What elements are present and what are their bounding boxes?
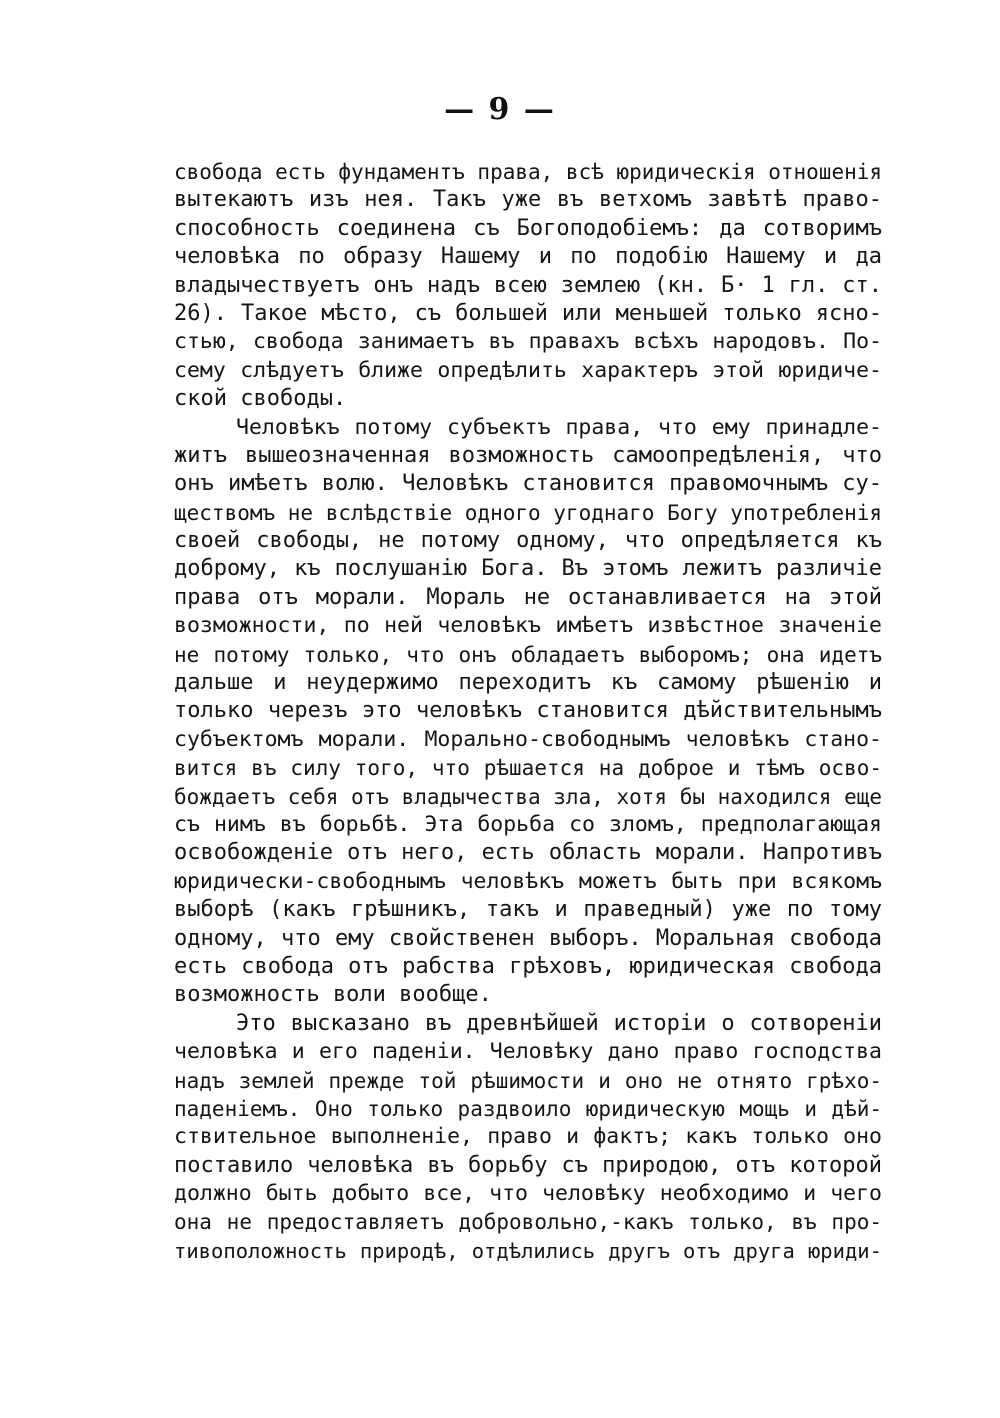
- text-line: надъ землей прежде той рѣшимости и оно не отнято грѣхо-: [174, 1068, 882, 1093]
- text-line: сему слѣдуетъ ближе опредѣлить характеръ этой юридиче-: [174, 357, 882, 383]
- text-line: возможности, по ней человѣкъ имѣетъ извѣстное значеніе: [174, 613, 882, 639]
- text-line: 26). Такое мѣсто, съ большей или меньшей только ясно-: [174, 300, 882, 326]
- text-line: она не предоставляетъ добровольно,-какъ только, въ про-: [174, 1210, 882, 1235]
- text-line: Это высказано въ древнѣйшей исторіи о сотвореніи: [236, 1010, 882, 1036]
- text-line: съ нимъ въ борьбѣ. Эта борьба со зломъ, предполагающая: [174, 811, 882, 837]
- paragraph-2: [174, 414, 882, 1010]
- text-line: должно быть добыто все, что человѣку необходимо и чего: [174, 1181, 882, 1207]
- text-line: человѣка по образу Нашему и по подобію Нашему и да: [174, 244, 882, 270]
- text-line: освобожденіе отъ него, есть область морали. Напротивъ: [174, 840, 882, 866]
- text-line: паденіемъ. Оно только раздвоило юридическую мощь и дѣй-: [174, 1096, 882, 1121]
- text-line: способность соединена съ Богоподобіемъ: да сотворимъ: [174, 215, 882, 241]
- text-line: тивоположность природѣ, отдѣлились другъ отъ друга юриди-: [174, 1238, 882, 1263]
- text-line: житъ вышеозначенная возможность самоопредѣленія, что: [174, 442, 882, 468]
- text-line: Человѣкъ потому субъектъ права, что ему принадле-: [236, 414, 882, 440]
- text-line: человѣка и его паденіи. Человѣку дано право господства: [174, 1039, 882, 1065]
- text-line: доброму, къ послушанію Бога. Въ этомъ лежитъ различіе: [174, 556, 882, 582]
- text-line: владычествуетъ онъ надъ всею землею (кн. Б· 1 гл. ст.: [174, 272, 882, 298]
- text-line: только черезъ это человѣкъ становится дѣйствительнымъ: [174, 698, 882, 724]
- text-line: стью, свобода занимаетъ въ правахъ всѣхъ народовъ. По-: [174, 329, 882, 355]
- text-line: юридически-свободнымъ человѣкъ можетъ быть при всякомъ: [174, 868, 882, 894]
- text-line: выборѣ (какъ грѣшникъ, такъ и праведный) уже по тому: [174, 897, 882, 923]
- text-line: вытекаютъ изъ нея. Такъ уже въ ветхомъ завѣтѣ право-: [174, 187, 882, 213]
- paragraph-3: [174, 1010, 882, 1266]
- page-number: — 9 —: [444, 92, 556, 127]
- text-line: есть свобода отъ рабства грѣховъ, юридическая свобода: [174, 953, 882, 979]
- text-line: вится въ силу того, что рѣшается на доброе и тѣмъ осво-: [174, 756, 882, 781]
- text-line: не потому только, что онъ обладаетъ выборомъ; она идетъ: [174, 642, 882, 667]
- text-line: бождаетъ себя отъ владычества зла, хотя бы находился еще: [174, 784, 882, 809]
- text-line: дальше и неудержимо переходитъ къ самому рѣшенію и: [174, 670, 882, 696]
- text-line: права отъ морали. Мораль не останавливается на этой: [174, 584, 882, 610]
- text-line: ществомъ не вслѣдствіе одного угоднаго Богу употребленія: [174, 500, 882, 525]
- text-line: поставило человѣка въ борьбу съ природою, отъ которой: [174, 1152, 882, 1178]
- text-line: ской свободы.: [174, 386, 347, 412]
- text-line: свобода есть фундаментъ права, всѣ юридическія отношенія: [174, 160, 882, 184]
- text-line: ствительное выполненіе, право и фактъ; какъ только оно: [174, 1124, 882, 1150]
- text-line: своей свободы, не потому одному, что опредѣляется къ: [174, 528, 882, 554]
- text-line: одному, что ему свойственен выборъ. Моральная свобода: [174, 925, 882, 951]
- text-line: возможность воли вообще.: [174, 982, 492, 1008]
- body-text: [174, 158, 882, 1265]
- paragraph-1: [174, 158, 882, 414]
- text-line: онъ имѣетъ волю. Человѣкъ становится правомочнымъ су-: [174, 471, 882, 497]
- text-line: субъектомъ морали. Морально-свободнымъ человѣкъ стано-: [174, 726, 882, 752]
